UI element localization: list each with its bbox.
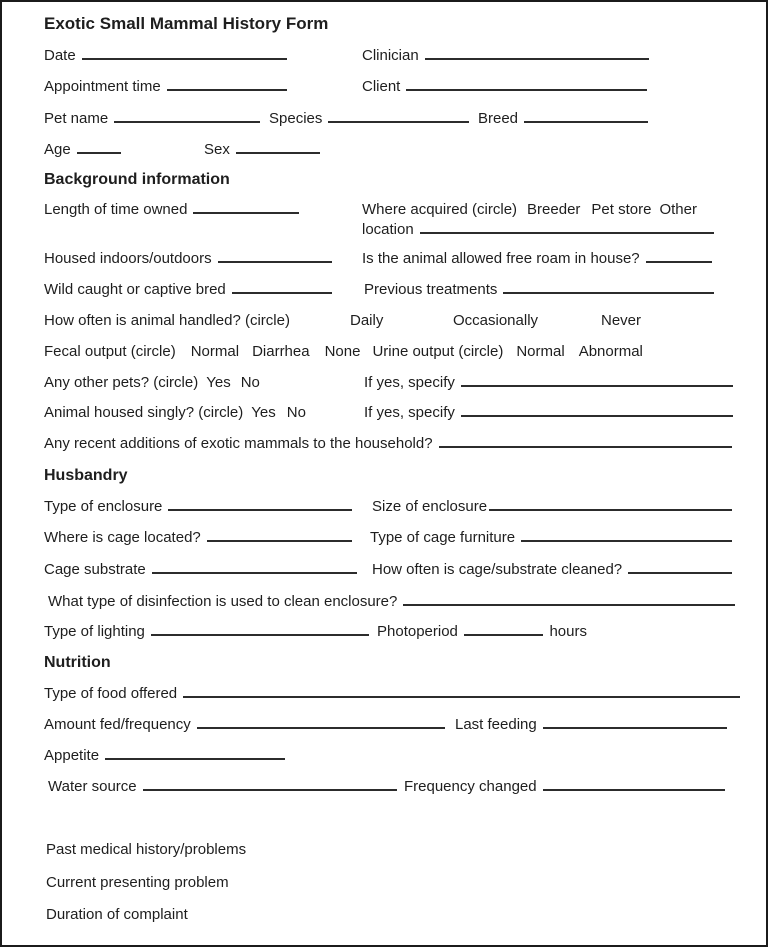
handled-option-never[interactable]: Never [601, 312, 642, 329]
free-roam-label: Is the animal allowed free roam in house? [362, 250, 640, 267]
water-source-label: Water source [48, 778, 137, 795]
handled-option-daily[interactable]: Daily [350, 312, 384, 329]
handled-option-occasionally[interactable]: Occasionally [453, 312, 539, 329]
last-feeding-label: Last feeding [455, 716, 537, 733]
age-field-line[interactable] [77, 152, 121, 154]
age-label: Age [44, 141, 71, 158]
where-acquired-group [362, 200, 714, 240]
sex-field-line[interactable] [236, 152, 320, 154]
background-information-heading: Background information [44, 171, 230, 188]
wild-caught-label: Wild caught or captive bred [44, 281, 226, 298]
other-pets-label: Any other pets? (circle) [44, 374, 199, 391]
nutrition-heading: Nutrition [44, 654, 111, 671]
amount-fed-field-line[interactable] [197, 727, 445, 729]
lighting-field-line[interactable] [151, 634, 369, 636]
fecal-option-none[interactable]: None [324, 343, 361, 360]
urine-option-normal[interactable]: Normal [516, 343, 565, 360]
housed-singly-label: Animal housed singly? (circle) [44, 404, 244, 421]
clinician-field-line[interactable] [425, 58, 649, 60]
fecal-option-normal[interactable]: Normal [190, 343, 240, 360]
housed-singly-if-yes-label: If yes, specify [364, 404, 455, 421]
handled-label: How often is animal handled? (circle) [44, 312, 290, 329]
frequency-changed-label: Frequency changed [404, 778, 537, 795]
form-title: Exotic Small Mammal History Form [44, 14, 329, 33]
fecal-output-label: Fecal output (circle) [44, 343, 176, 360]
acquired-option-other[interactable]: Other [659, 201, 697, 218]
location-field-line[interactable] [420, 232, 714, 234]
last-feeding-field-line[interactable] [543, 727, 727, 729]
lighting-label: Type of lighting [44, 623, 145, 640]
cage-cleaned-field-line[interactable] [628, 572, 732, 574]
recent-additions-label: Any recent additions of exotic mammals to the household? [44, 435, 433, 452]
housed-singly-option-yes[interactable]: Yes [251, 404, 276, 421]
other-pets-specify-field-line[interactable] [461, 385, 733, 387]
water-source-field-line[interactable] [143, 789, 397, 791]
cage-substrate-field-line[interactable] [152, 572, 357, 574]
breed-field-line[interactable] [524, 121, 648, 123]
amount-fed-label: Amount fed/frequency [44, 716, 191, 733]
disinfection-label: What type of disinfection is used to clean enclosure? [48, 593, 398, 610]
other-pets-option-yes[interactable]: Yes [206, 374, 231, 391]
housed-singly-specify-field-line[interactable] [461, 415, 733, 417]
fecal-option-diarrhea[interactable]: Diarrhea [252, 343, 310, 360]
appointment-time-label: Appointment time [44, 78, 161, 95]
date-label: Date [44, 47, 76, 64]
pet-name-label: Pet name [44, 110, 109, 127]
other-pets-if-yes-label: If yes, specify [364, 374, 455, 391]
cage-located-field-line[interactable] [207, 540, 352, 542]
location-label: location [362, 221, 414, 238]
past-medical-history-label: Past medical history/problems [46, 841, 247, 858]
photoperiod-hours-label: hours [549, 623, 587, 640]
previous-treatments-field-line[interactable] [503, 292, 714, 294]
appetite-field-line[interactable] [105, 758, 285, 760]
wild-caught-field-line[interactable] [232, 292, 332, 294]
other-pets-option-no[interactable]: No [240, 374, 260, 391]
acquired-option-breeder[interactable]: Breeder [527, 201, 581, 218]
size-of-enclosure-label: Size of enclosure [372, 498, 488, 515]
appetite-label: Appetite [44, 747, 100, 764]
clinician-label: Clinician [362, 47, 419, 64]
client-field-line[interactable] [406, 89, 647, 91]
urine-option-abnormal[interactable]: Abnormal [578, 343, 643, 360]
date-field-line[interactable] [82, 58, 287, 60]
species-field-line[interactable] [328, 121, 469, 123]
husbandry-heading: Husbandry [44, 467, 128, 484]
food-offered-label: Type of food offered [44, 685, 178, 702]
species-label: Species [269, 110, 323, 127]
cage-substrate-label: Cage substrate [44, 561, 146, 578]
sex-label: Sex [204, 141, 230, 158]
housed-singly-option-no[interactable]: No [286, 404, 306, 421]
duration-of-complaint-label: Duration of complaint [46, 906, 188, 923]
urine-output-label: Urine output (circle) [372, 343, 504, 360]
appointment-time-field-line[interactable] [167, 89, 287, 91]
length-owned-label: Length of time owned [44, 201, 188, 218]
where-acquired-label: Where acquired (circle) [362, 201, 518, 218]
type-of-enclosure-label: Type of enclosure [44, 498, 163, 515]
photoperiod-field-line[interactable] [464, 634, 544, 636]
cage-furniture-field-line[interactable] [521, 540, 732, 542]
free-roam-field-line[interactable] [646, 261, 712, 263]
photoperiod-label: Photoperiod [377, 623, 458, 640]
type-of-enclosure-field-line[interactable] [168, 509, 352, 511]
housed-field-line[interactable] [218, 261, 332, 263]
housed-label: Housed indoors/outdoors [44, 250, 212, 267]
size-of-enclosure-field-line[interactable] [489, 509, 732, 511]
pet-name-field-line[interactable] [114, 121, 260, 123]
recent-additions-field-line[interactable] [439, 446, 732, 448]
cage-cleaned-label: How often is cage/substrate cleaned? [372, 561, 623, 578]
cage-furniture-label: Type of cage furniture [370, 529, 516, 546]
frequency-changed-field-line[interactable] [543, 789, 725, 791]
food-offered-field-line[interactable] [183, 696, 740, 698]
breed-label: Breed [478, 110, 519, 127]
previous-treatments-label: Previous treatments [364, 281, 498, 298]
disinfection-field-line[interactable] [403, 604, 735, 606]
length-owned-field-line[interactable] [193, 212, 299, 214]
acquired-option-pet-store[interactable]: Pet store [591, 201, 652, 218]
cage-located-label: Where is cage located? [44, 529, 201, 546]
client-label: Client [362, 78, 401, 95]
current-presenting-problem-label: Current presenting problem [46, 874, 229, 891]
